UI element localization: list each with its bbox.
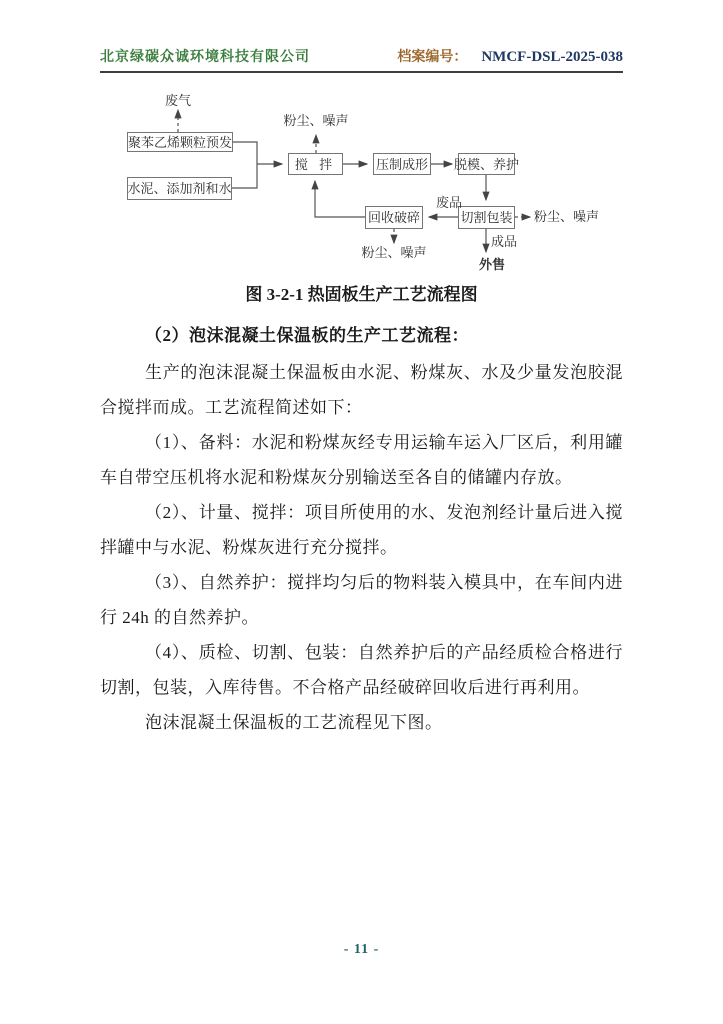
paragraph: （4）、质检、切割、包装：自然养护后的产品经质检合格进行切割，包装，入库待售。不合格产品经破碎回收后进行再利用。 — [100, 643, 623, 697]
flowchart-label-sold-out: 外售 — [478, 257, 505, 272]
flowchart-box-cement-additives-water: 水泥、添加剂和水 — [127, 177, 232, 200]
flowchart-box-polystyrene-pre-expansion: 聚苯乙烯颗粒预发 — [127, 132, 233, 152]
flowchart-box-demold-curing: 脱模、养护 — [458, 153, 515, 175]
flowchart-box-recycle-crushing: 回收破碎 — [365, 206, 423, 229]
flowchart-label-finished-product: 成品 — [491, 234, 518, 249]
flowchart-box-cutting-packing: 切割包装 — [458, 206, 515, 229]
archive-number — [397, 46, 623, 66]
page-number: - 11 - — [343, 942, 380, 957]
figure-caption: 图 3-2-1 热固板生产工艺流程图 — [245, 285, 478, 304]
section-heading: （2）泡沫混凝土保温板的生产工艺流程： — [145, 326, 469, 345]
archive-number-value: NMCF-DSL-2025-038 — [481, 49, 623, 65]
flowchart-label-scrap: 废品 — [435, 195, 462, 210]
paragraph: 泡沫混凝土保温板的工艺流程见下图。 — [145, 713, 443, 732]
process-flowchart — [100, 92, 623, 287]
flowchart-label-dust-noise-mixing: 粉尘、噪声 — [283, 113, 349, 128]
paragraph: （1）、备料：水泥和粉煤灰经专用运输车运入厂区后，利用罐车自带空压机将水泥和粉煤灰分别输送至各自的储罐内存放。 — [100, 433, 623, 487]
paragraph: 生产的泡沫混凝土保温板由水泥、粉煤灰、水及少量发泡胶混合搅拌而成。工艺流程简述如下： — [100, 363, 623, 417]
archive-number-label: 档案编号： — [397, 50, 468, 65]
paragraph: （3）、自然养护：搅拌均匀后的物料装入模具中，在车间内进行 24h 的自然养护。 — [100, 573, 623, 627]
company-name: 北京绿碳众诚环境科技有限公司 — [100, 50, 310, 65]
flowchart-box-mixing: 搅 拌 — [288, 153, 343, 175]
page-header — [100, 46, 623, 73]
flowchart-label-dust-noise-cutting: 粉尘、噪声 — [534, 209, 600, 224]
flowchart-label-dust-noise-recycle: 粉尘、噪声 — [361, 245, 427, 260]
flowchart-label-waste-gas: 废气 — [164, 93, 191, 108]
paragraph: （2）、计量、搅拌：项目所使用的水、发泡剂经计量后进入搅拌罐中与水泥、粉煤灰进行充分搅拌。 — [100, 503, 623, 557]
flowchart-box-press-forming: 压制成形 — [373, 153, 431, 175]
body-text — [100, 355, 623, 740]
